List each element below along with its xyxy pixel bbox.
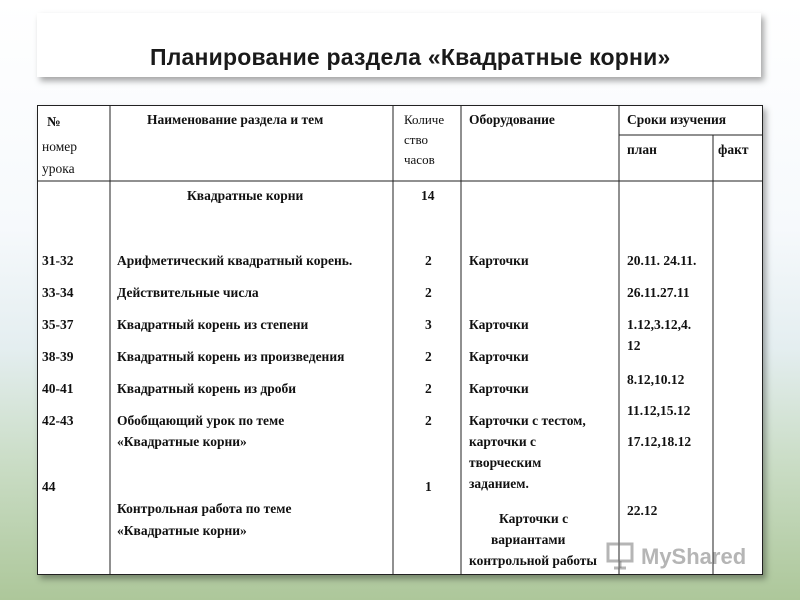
table-row-equipment: Карточки xyxy=(469,381,529,396)
table-row-plan: 11.12,15.12 xyxy=(627,403,691,418)
header-hours-line3: часов xyxy=(404,152,435,167)
table-row-num: 44 xyxy=(42,479,56,494)
table-row-num: 35-37 xyxy=(42,317,74,332)
header-hours-line1: Количе xyxy=(404,112,445,127)
table-row-topic: Обобщающий урок по теме xyxy=(117,413,285,428)
table-row-equipment: Карточки с xyxy=(499,511,569,526)
presentation-icon xyxy=(605,540,635,570)
section-hours: 14 xyxy=(421,188,435,203)
table-row-equipment-line3: контрольной работы xyxy=(469,553,597,568)
table-row-equipment-line2: вариантами xyxy=(491,532,566,547)
header-plan: план xyxy=(627,142,657,157)
watermark-text: MyShared xyxy=(641,544,747,569)
header-num-symbol: № xyxy=(47,114,61,129)
header-num-line2: номер xyxy=(42,139,78,154)
table-row-topic: Арифметический квадратный корень. xyxy=(117,253,353,268)
table-row-hours: 2 xyxy=(425,285,432,300)
header-dates: Сроки изучения xyxy=(627,112,727,127)
table-row-topic-line2: «Квадратные корни» xyxy=(117,523,247,538)
table-row-topic: Квадратный корень из степени xyxy=(117,317,309,332)
table-row-num: 40-41 xyxy=(42,381,74,396)
table-row-num: 38-39 xyxy=(42,349,74,364)
header-fact: факт xyxy=(718,142,749,157)
table-row-equipment-line2: карточки с xyxy=(469,434,537,449)
table-row-equipment-line3: творческим xyxy=(469,455,542,470)
table-row-num: 31-32 xyxy=(42,253,74,268)
table-row-plan: 12 xyxy=(627,338,641,353)
table-row-hours: 2 xyxy=(425,413,432,428)
table-row-topic: Квадратный корень из дроби xyxy=(117,381,297,396)
page-title: Планирование раздела «Квадратные корни» xyxy=(150,44,671,70)
table-row-equipment: Карточки xyxy=(469,349,529,364)
table-row-num: 42-43 xyxy=(42,413,74,428)
planning-table xyxy=(37,105,763,575)
table-row-equipment-line4: заданием. xyxy=(469,476,529,491)
table-row-hours: 2 xyxy=(425,381,432,396)
table-row-hours: 1 xyxy=(425,479,432,494)
table-row-topic: Квадратный корень из произведения xyxy=(117,349,345,364)
section-name: Квадратные корни xyxy=(187,188,304,203)
header-topic: Наименование раздела и тем xyxy=(147,112,324,127)
table-row-plan: 22.12 xyxy=(627,503,658,518)
table-row-hours: 3 xyxy=(425,317,432,332)
table-row-equipment: Карточки xyxy=(469,253,529,268)
table-row-equipment: Карточки с тестом, xyxy=(469,413,586,428)
table-row-plan: 26.11.27.11 xyxy=(627,285,690,300)
table-row-hours: 2 xyxy=(425,253,432,268)
table-row-equipment: Карточки xyxy=(469,317,529,332)
header-num-line3: урока xyxy=(42,161,75,176)
table-row-plan-line2: 17.12,18.12 xyxy=(627,434,692,449)
table-row-plan: 1.12,3.12,4. xyxy=(627,317,692,332)
table-row-topic: Действительные числа xyxy=(117,285,259,300)
header-hours-line2: ство xyxy=(404,132,429,147)
table-row-plan: 20.11. 24.11. xyxy=(627,253,697,268)
table-row-topic: Контрольная работа по теме xyxy=(117,501,292,516)
table-row-topic-line2: «Квадратные корни» xyxy=(117,434,247,449)
table-row-hours: 2 xyxy=(425,349,432,364)
header-equipment: Оборудование xyxy=(469,112,555,127)
table-row-plan: 8.12,10.12 xyxy=(627,372,685,387)
watermark xyxy=(605,538,775,578)
table-row-num: 33-34 xyxy=(42,285,74,300)
